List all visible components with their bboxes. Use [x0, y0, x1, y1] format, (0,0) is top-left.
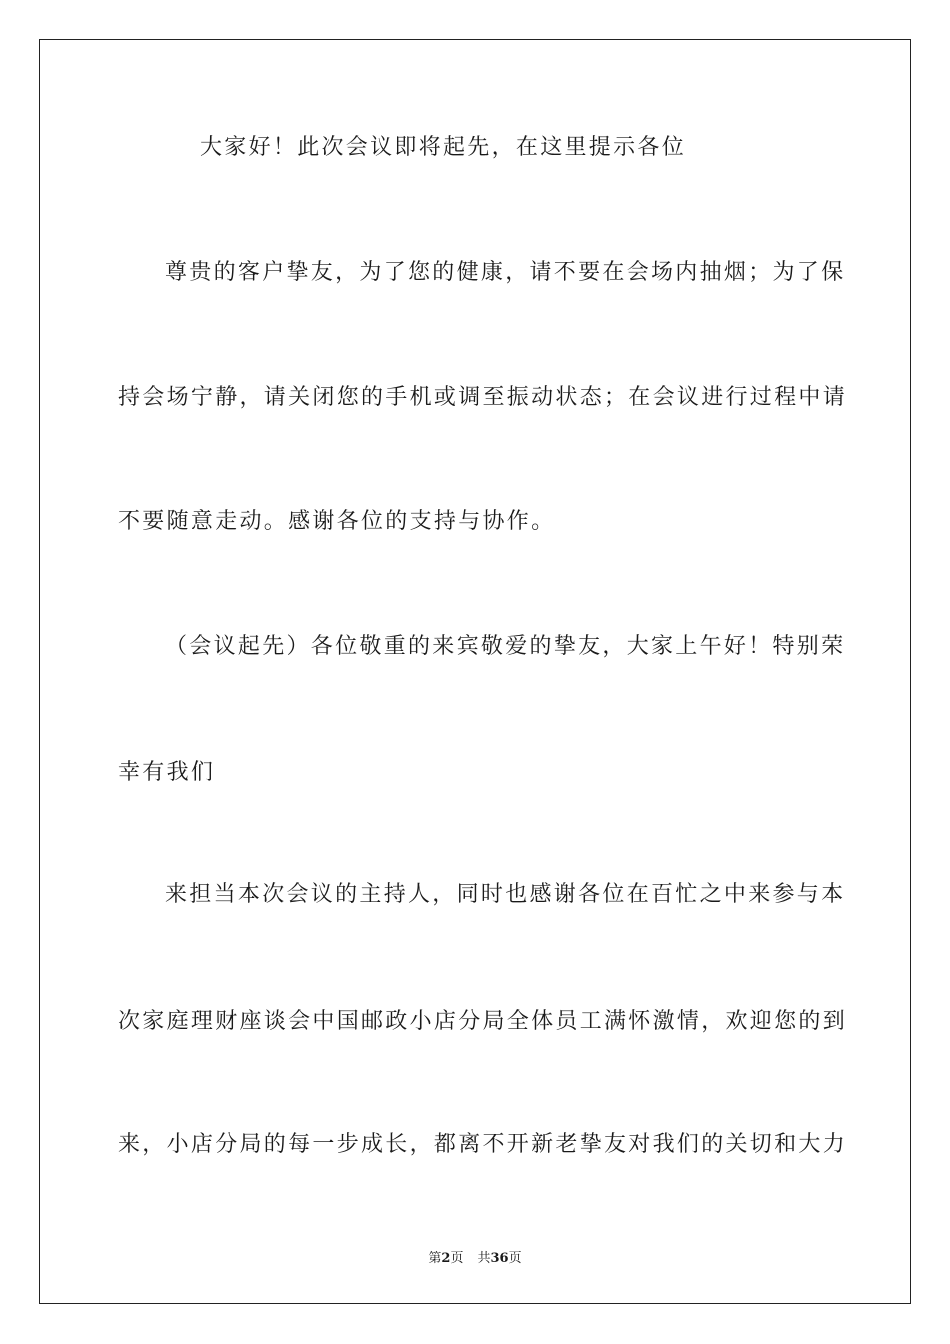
text-line-5: （会议起先）各位敬重的来宾敬爱的挚友，大家上午好！特别荣 [165, 634, 846, 659]
text-line-6: 幸有我们 [118, 760, 216, 785]
footer-page-number: 2 [441, 1251, 451, 1266]
text-line-7: 来担当本次会议的主持人，同时也感谢各位在百忙之中来参与本 [165, 882, 846, 907]
footer-total-pages: 36 [490, 1251, 509, 1266]
text-line-8: 次家庭理财座谈会中国邮政小店分局全体员工满怀激情，欢迎您的到 [118, 1009, 848, 1034]
footer-total-suffix: 页 [508, 1251, 522, 1266]
footer-page-suffix: 页 [450, 1251, 464, 1266]
page-border [39, 39, 911, 1304]
text-line-1: 大家好！此次会议即将起先，在这里提示各位 [200, 135, 687, 160]
text-line-2: 尊贵的客户挚友，为了您的健康，请不要在会场内抽烟；为了保 [165, 260, 846, 285]
text-line-3: 持会场宁静，请关闭您的手机或调至振动状态；在会议进行过程中请 [118, 385, 848, 410]
footer-page-prefix: 第 [428, 1251, 442, 1266]
text-line-9: 来，小店分局的每一步成长，都离不开新老挚友对我们的关切和大力 [118, 1132, 848, 1157]
page-footer [0, 1247, 950, 1266]
footer-total-prefix: 共 [477, 1251, 491, 1266]
text-line-4: 不要随意走动。感谢各位的支持与协作。 [118, 509, 556, 534]
